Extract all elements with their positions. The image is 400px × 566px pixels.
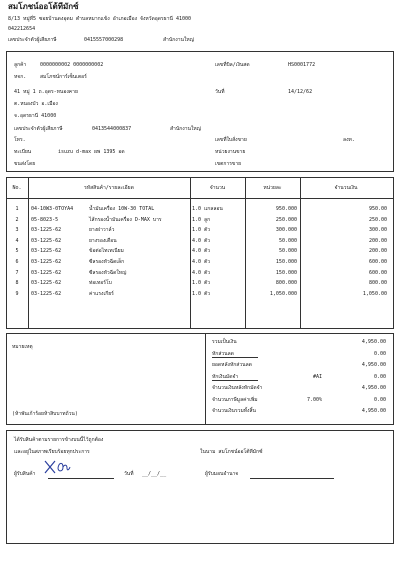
company-phone: 042212654 (8, 26, 36, 32)
doc-no: HS0001772 (288, 62, 316, 68)
row-qty: 4.0 ตัว (192, 248, 211, 255)
row-price: 50.000 (278, 248, 297, 255)
row-no: 2 (15, 216, 19, 223)
doc-date: 14/12/62 (288, 89, 313, 95)
summary-value: 0.00 (373, 396, 386, 403)
summary-value: 4,950.00 (361, 339, 386, 345)
row-amount: 200.00 (368, 248, 387, 255)
row-qty: 1.0 ตัว (192, 227, 211, 234)
footer-box (6, 430, 394, 544)
dept-label: หน่วยงานขาย (215, 149, 246, 155)
row-amount: 1,050.00 (362, 290, 387, 297)
row-code: 03-1225-62 (31, 248, 62, 255)
company-branch: สำนักงานใหญ่ (163, 37, 194, 43)
row-qty: 1.0 แกลลอน (192, 206, 223, 212)
row-desc: น้ำมันเครื่อง 10W-30 TOTAL (89, 206, 155, 212)
customer-branch: สำนักงานใหญ่ (170, 126, 201, 132)
summary-label: รวมเป็นเงิน (212, 339, 237, 345)
row-desc: ท่อเทอร์โบ (89, 280, 112, 287)
customer-tax-id: 0413544000837 (92, 126, 132, 132)
row-code: 05-8023-5 (31, 216, 59, 223)
row-no: 9 (15, 290, 19, 297)
customer-phone-label: โทร. (14, 137, 26, 143)
summary-value: 4,950.00 (361, 408, 386, 414)
summary-label: ยอดหลังหักส่วนลด (212, 362, 252, 368)
row-price: 50.000 (278, 237, 297, 244)
row-code: 03-1225-62 (31, 227, 62, 234)
row-price: 150.000 (275, 269, 297, 276)
header-unit-price: หน่วยละ (263, 185, 282, 191)
row-no: 6 (15, 259, 19, 265)
row-qty: 1.0 ตัว (192, 280, 211, 287)
row-desc: ข้อต่อไทเทเนียม (89, 248, 124, 255)
amount-in-words: (ห้าพันเก้าร้อยห้าสิบบาทถ้วน) (12, 411, 78, 417)
customer-address-2: ต.หนองบัว อ.เมือง (14, 101, 58, 107)
customer-tax-label: เลขประจำตัวผู้เสียภาษี (14, 126, 63, 132)
row-qty: 1.0 ลูก (192, 216, 211, 223)
col-divider (28, 177, 29, 328)
summary-label: หักส่วนลด (212, 350, 234, 357)
header-description: รหัสสินค้า/รายละเอียด (84, 185, 134, 191)
row-no: 7 (15, 269, 19, 276)
row-price: 150.000 (275, 259, 297, 265)
row-price: 800.000 (275, 280, 297, 287)
row-desc: ซีลรองหัวฉีดใหญ่ (89, 269, 127, 276)
summary-extra: 7.00% (306, 396, 322, 403)
row-amount: 600.00 (368, 269, 387, 276)
row-no: 5 (15, 248, 19, 255)
signature-icon (43, 458, 71, 476)
header-qty: จำนวน (209, 185, 226, 191)
row-desc: ยางรองเดือน (89, 237, 117, 244)
received-text-2: และอยู่ในสภาพเรียบร้อยทุกประการ (14, 449, 90, 455)
row-desc: ค่าแรงเกียร์ (89, 290, 114, 297)
doc-date-label: วันที่ (215, 89, 225, 95)
receive-date-value: __/__/__ (142, 471, 167, 477)
summary-value: 0.00 (373, 373, 386, 380)
col-divider (190, 177, 191, 328)
doc-no-label: เลขที่บิล/เงินสด (215, 62, 250, 68)
row-qty: 4.0 ตัว (192, 237, 211, 244)
authorized-sign-line (250, 478, 334, 479)
summary-value: 4,950.00 (361, 385, 386, 391)
row-desc: ยางฝาวาล์ว (89, 227, 115, 234)
row-code: 03-1225-62 (31, 259, 62, 265)
table-header-divider (6, 198, 393, 199)
row-code: 03-1225-62 (31, 290, 62, 297)
row-desc: ไส้กรองน้ำมันเครื่อง D-MAX บาร (89, 216, 162, 223)
row-price: 950.000 (275, 206, 297, 212)
customer-code-label: ลูกค้า (14, 62, 27, 68)
remark-label: หมายเหตุ (12, 344, 33, 350)
summary-value: 4,950.00 (361, 362, 386, 368)
row-amount: 800.00 (368, 280, 387, 287)
vehicle-label: ทะเบียน (14, 149, 32, 155)
vehicle-value: isuzu d-max ผพ 1395 อด (58, 149, 125, 155)
row-price: 1,050.000 (269, 290, 297, 297)
row-code: 03-1225-62 (31, 269, 62, 276)
company-address: 8/13 หมู่ที่5 ซอยบ้านดงอุดม ตำบลหมากแข้ง อำเภอเมือง จังหวัดอุดรธานี 41000 (8, 16, 192, 22)
summary-underline (212, 357, 258, 358)
row-qty: 4.0 ตัว (192, 269, 211, 276)
summary-label: จำนวนภาษีมูลค่าเพิ่ม (212, 396, 258, 403)
company-tax-id: 0415557000298 (84, 37, 124, 43)
customer-address-1: 41 หมู่ 1 ถ.อุดร-หนองคาย (14, 89, 78, 95)
summary-divider (205, 333, 206, 424)
received-text-1: ได้รับสินค้าตามรายการข้างบนนี้ไว้ถูกต้อง (14, 437, 104, 443)
customer-code: 0000000002 0000000002 (40, 62, 104, 68)
summary-label: จำนวนเงินรวมทั้งสิ้น (212, 408, 256, 414)
receiver-label: ผู้รับสินค้า (14, 471, 36, 477)
row-qty: 4.0 ตัว (192, 259, 211, 265)
row-no: 4 (15, 237, 19, 244)
row-code: 03-1225-62 (31, 237, 62, 244)
terms-label: เขตการขาย (215, 161, 242, 167)
row-amount: 200.00 (368, 237, 387, 244)
row-code: 04-10W3-0TOYA4 (31, 206, 74, 212)
ship-label: ขนส่งโดย (14, 161, 36, 167)
summary-extra: #AI (312, 373, 322, 380)
row-amount: 600.00 (368, 259, 387, 265)
salesperson-label: เลขที่ใบสั่งขาย (215, 137, 247, 143)
summary-value: 0.00 (373, 350, 386, 357)
row-amount: 300.00 (368, 227, 387, 234)
company-tax-label: เลขประจำตัวผู้เสียภาษี (8, 37, 57, 43)
summary-underline (212, 380, 258, 381)
company-sign-label: ในนาม สมโภชน์ออโต้ทีมักซ์ (200, 449, 263, 455)
row-no: 1 (15, 206, 19, 212)
row-price: 300.000 (275, 227, 297, 234)
row-price: 250.000 (275, 216, 297, 223)
summary-label: จำนวนเงินหลังหักมัดจำ (212, 385, 263, 391)
row-qty: 1.0 ตัว (192, 290, 211, 297)
row-code: 03-1225-62 (31, 280, 62, 287)
header-no: No. (12, 185, 22, 191)
receiver-sign-line (48, 478, 114, 479)
row-amount: 950.00 (368, 206, 387, 212)
company-name: สมโภชน์ออโต้ทีมักซ์ (8, 2, 79, 11)
row-desc: ซีลรองหัวฉีดเล็ก (89, 259, 125, 265)
header-amount: จำนวนเงิน (334, 185, 358, 191)
customer-name: สมโภชน์การ์เซ็นเตอร์ (40, 74, 87, 80)
row-amount: 250.00 (368, 216, 387, 223)
row-no: 3 (15, 227, 19, 234)
row-no: 8 (15, 280, 19, 287)
stamp-text: ลงท. (343, 137, 355, 143)
receive-date-label: วันที่ (124, 471, 134, 477)
authorized-label: ผู้รับมอบอำนาจ (205, 471, 239, 477)
customer-name-label: หจก. (14, 74, 27, 80)
customer-address-3: จ.อุดรธานี 41000 (14, 113, 57, 119)
summary-label: หักเงินมัดจำ (212, 373, 239, 380)
